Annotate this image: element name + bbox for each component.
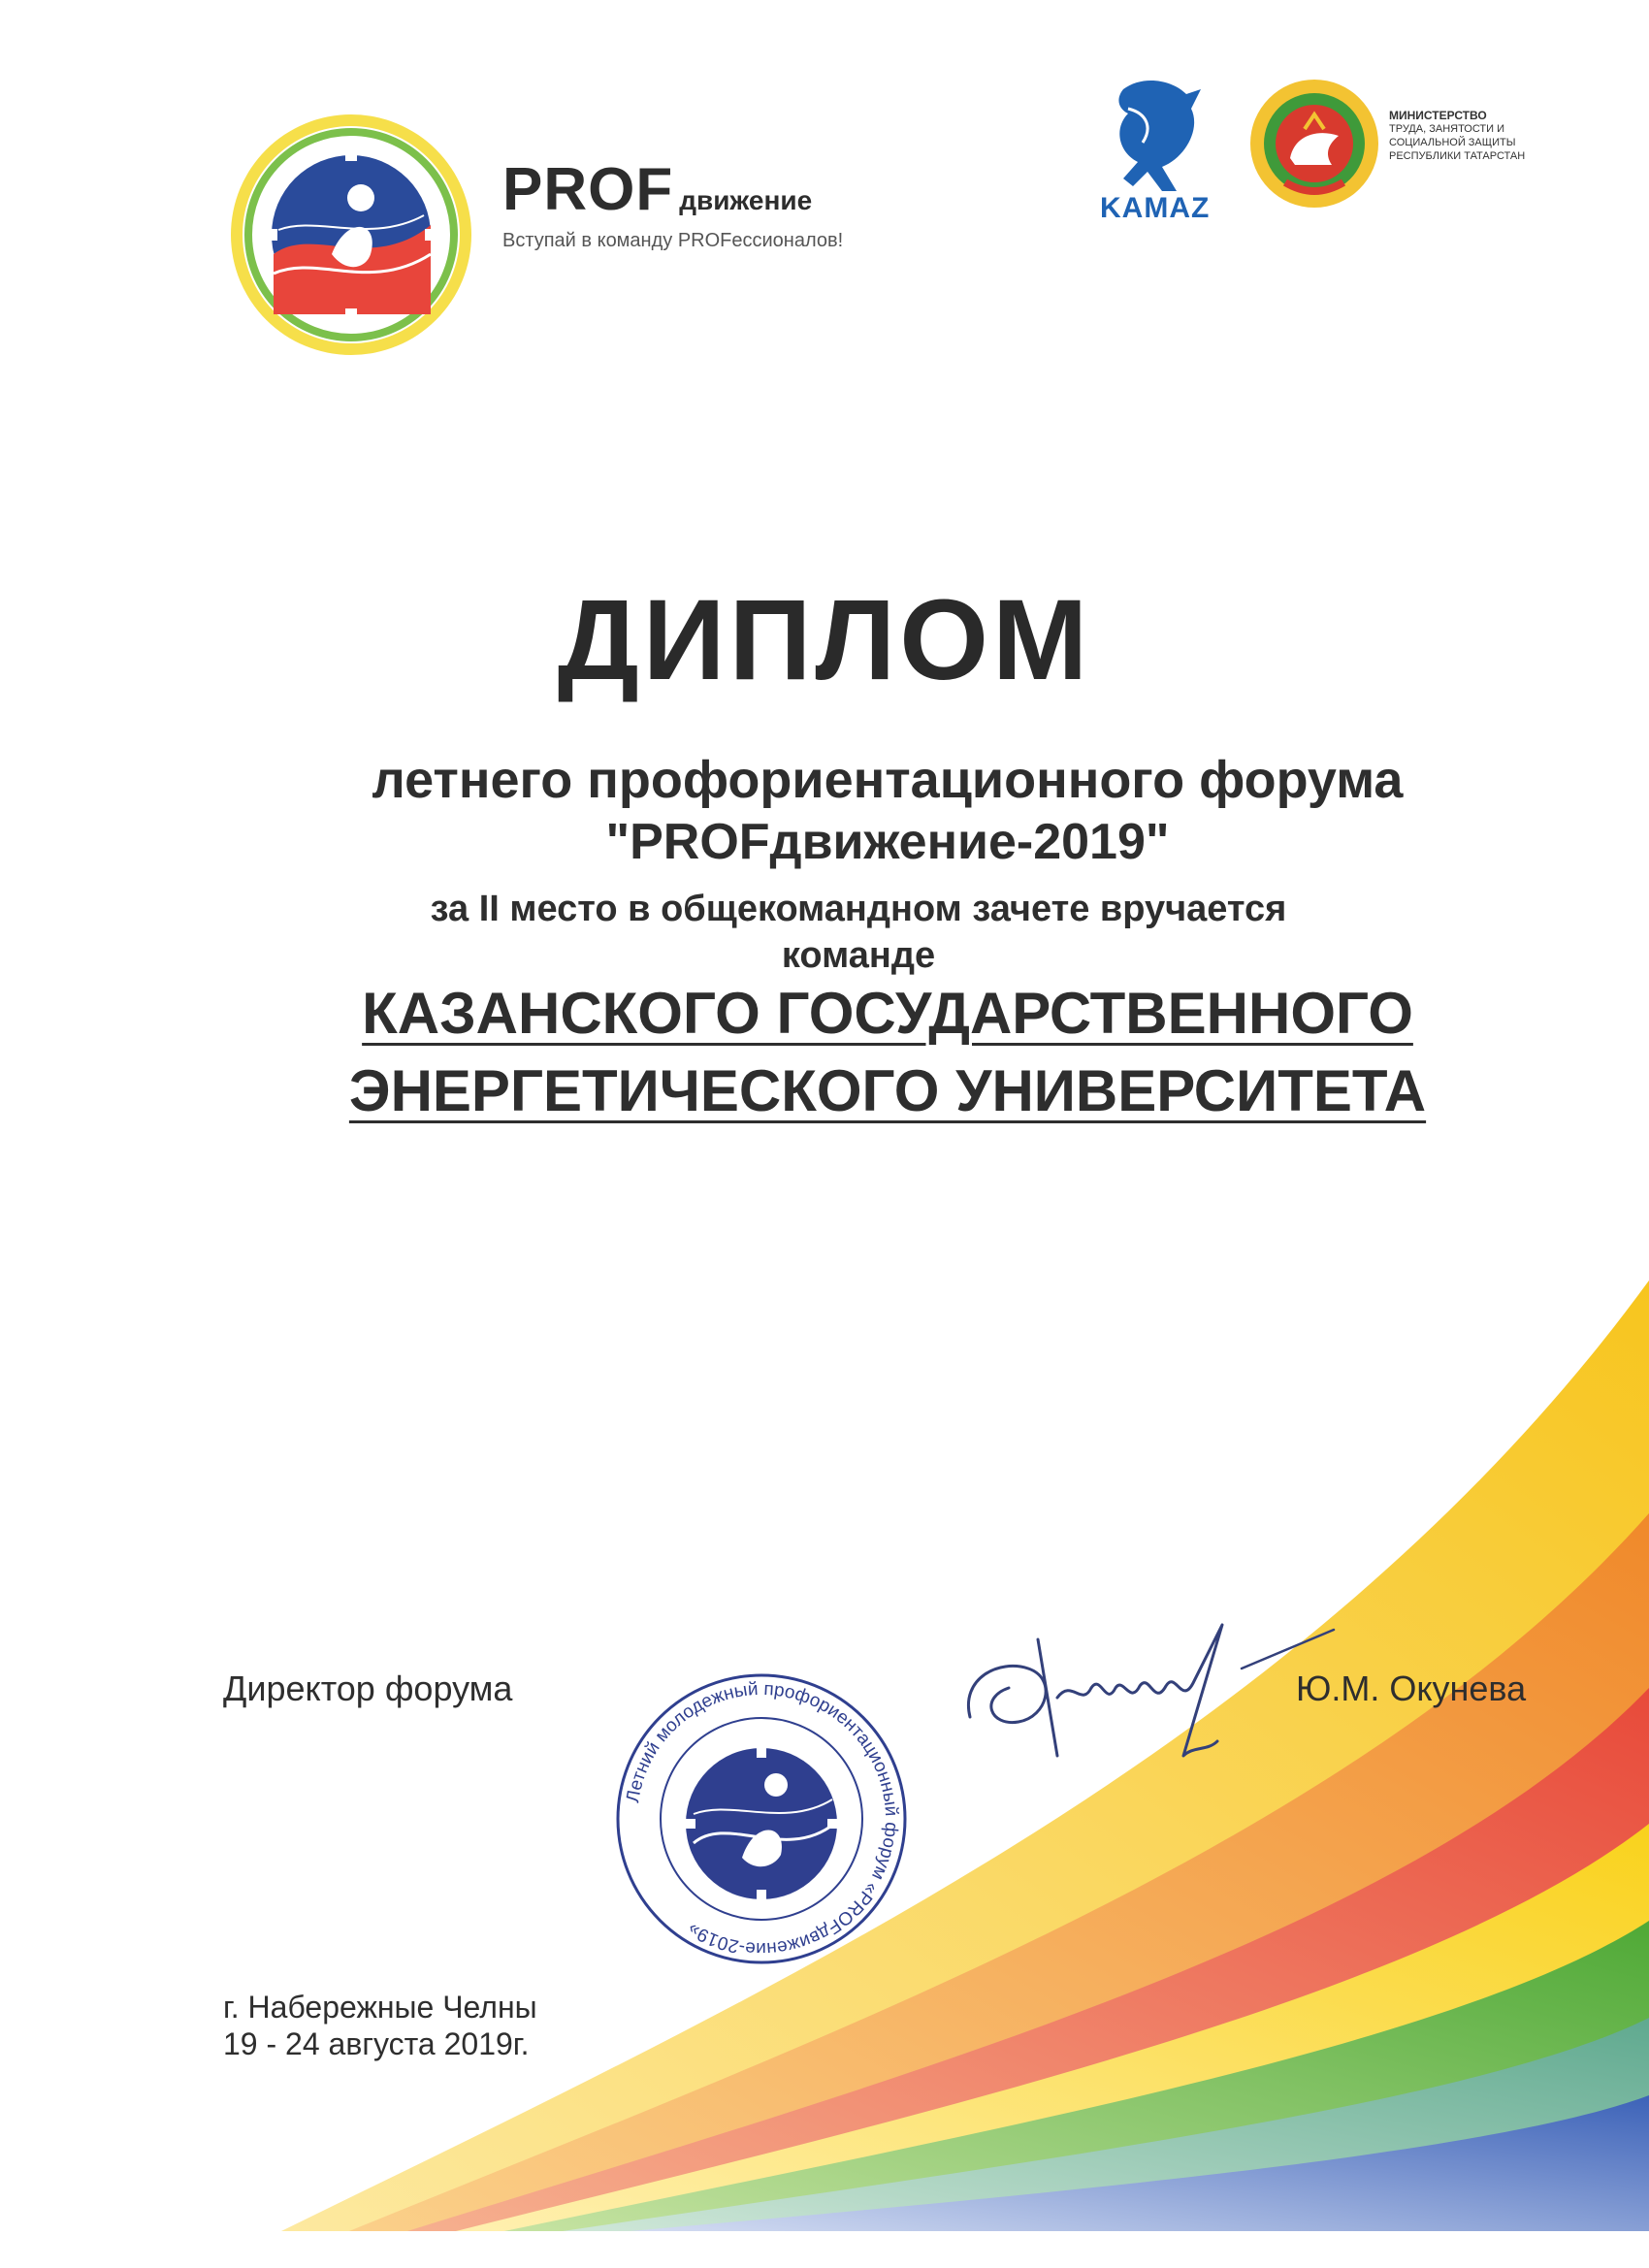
forum-stamp (611, 1669, 912, 1969)
ministry-name (1389, 109, 1525, 163)
forum-description: летнего профориентационного форума (372, 751, 1404, 809)
recipient-line-1 (0, 980, 1649, 1047)
brand-sub: движение (679, 185, 813, 215)
place-and-date (223, 1989, 537, 2062)
ministry-line-4: РЕСПУБЛИКИ ТАТАРСТАН (1389, 150, 1526, 162)
event-dates: 19 - 24 августа 2019г. (223, 2026, 530, 2061)
brand-tagline: Вступай в команду PROFессионалов! (502, 230, 844, 251)
tatarstan-emblem-icon (1246, 76, 1382, 211)
director-role: Директор форума (223, 1669, 513, 1708)
brand-block (502, 155, 843, 252)
brand-title (502, 155, 843, 224)
brand-prof: PROF (502, 156, 674, 223)
profdvizhenie-logo-icon (225, 109, 477, 361)
recipient-line-1-text: КАЗАНСКОГО ГОСУДАРСТВЕННОГО (362, 981, 1413, 1046)
kamaz-label: KAMAZ (1100, 192, 1211, 224)
diploma-title: ДИПЛОМ (557, 576, 1092, 704)
ministry-line-3: СОЦИАЛЬНОЙ ЗАЩИТЫ (1389, 137, 1516, 148)
award-to-team: команде (781, 935, 936, 976)
ministry-line-1: МИНИСТЕРСТВО (1389, 109, 1487, 122)
event-city: г. Набережные Челны (223, 1990, 537, 2025)
recipient-line-2 (0, 1057, 1649, 1124)
forum-name: "PROFдвижение-2019" (605, 814, 1170, 870)
award-reason: за II место в общекомандном зачете вручается (430, 889, 1287, 929)
stamp-ring-text: Летний молодежный профориентационный форум «PROFдвижение-2019» (623, 1678, 902, 1960)
ministry-line-2: ТРУДА, ЗАНЯТОСТИ И (1389, 123, 1505, 135)
director-name: Ю.М. Окунева (1296, 1669, 1527, 1708)
recipient-line-2-text: ЭНЕРГЕТИЧЕСКОГО УНИВЕРСИТЕТА (348, 1058, 1427, 1123)
